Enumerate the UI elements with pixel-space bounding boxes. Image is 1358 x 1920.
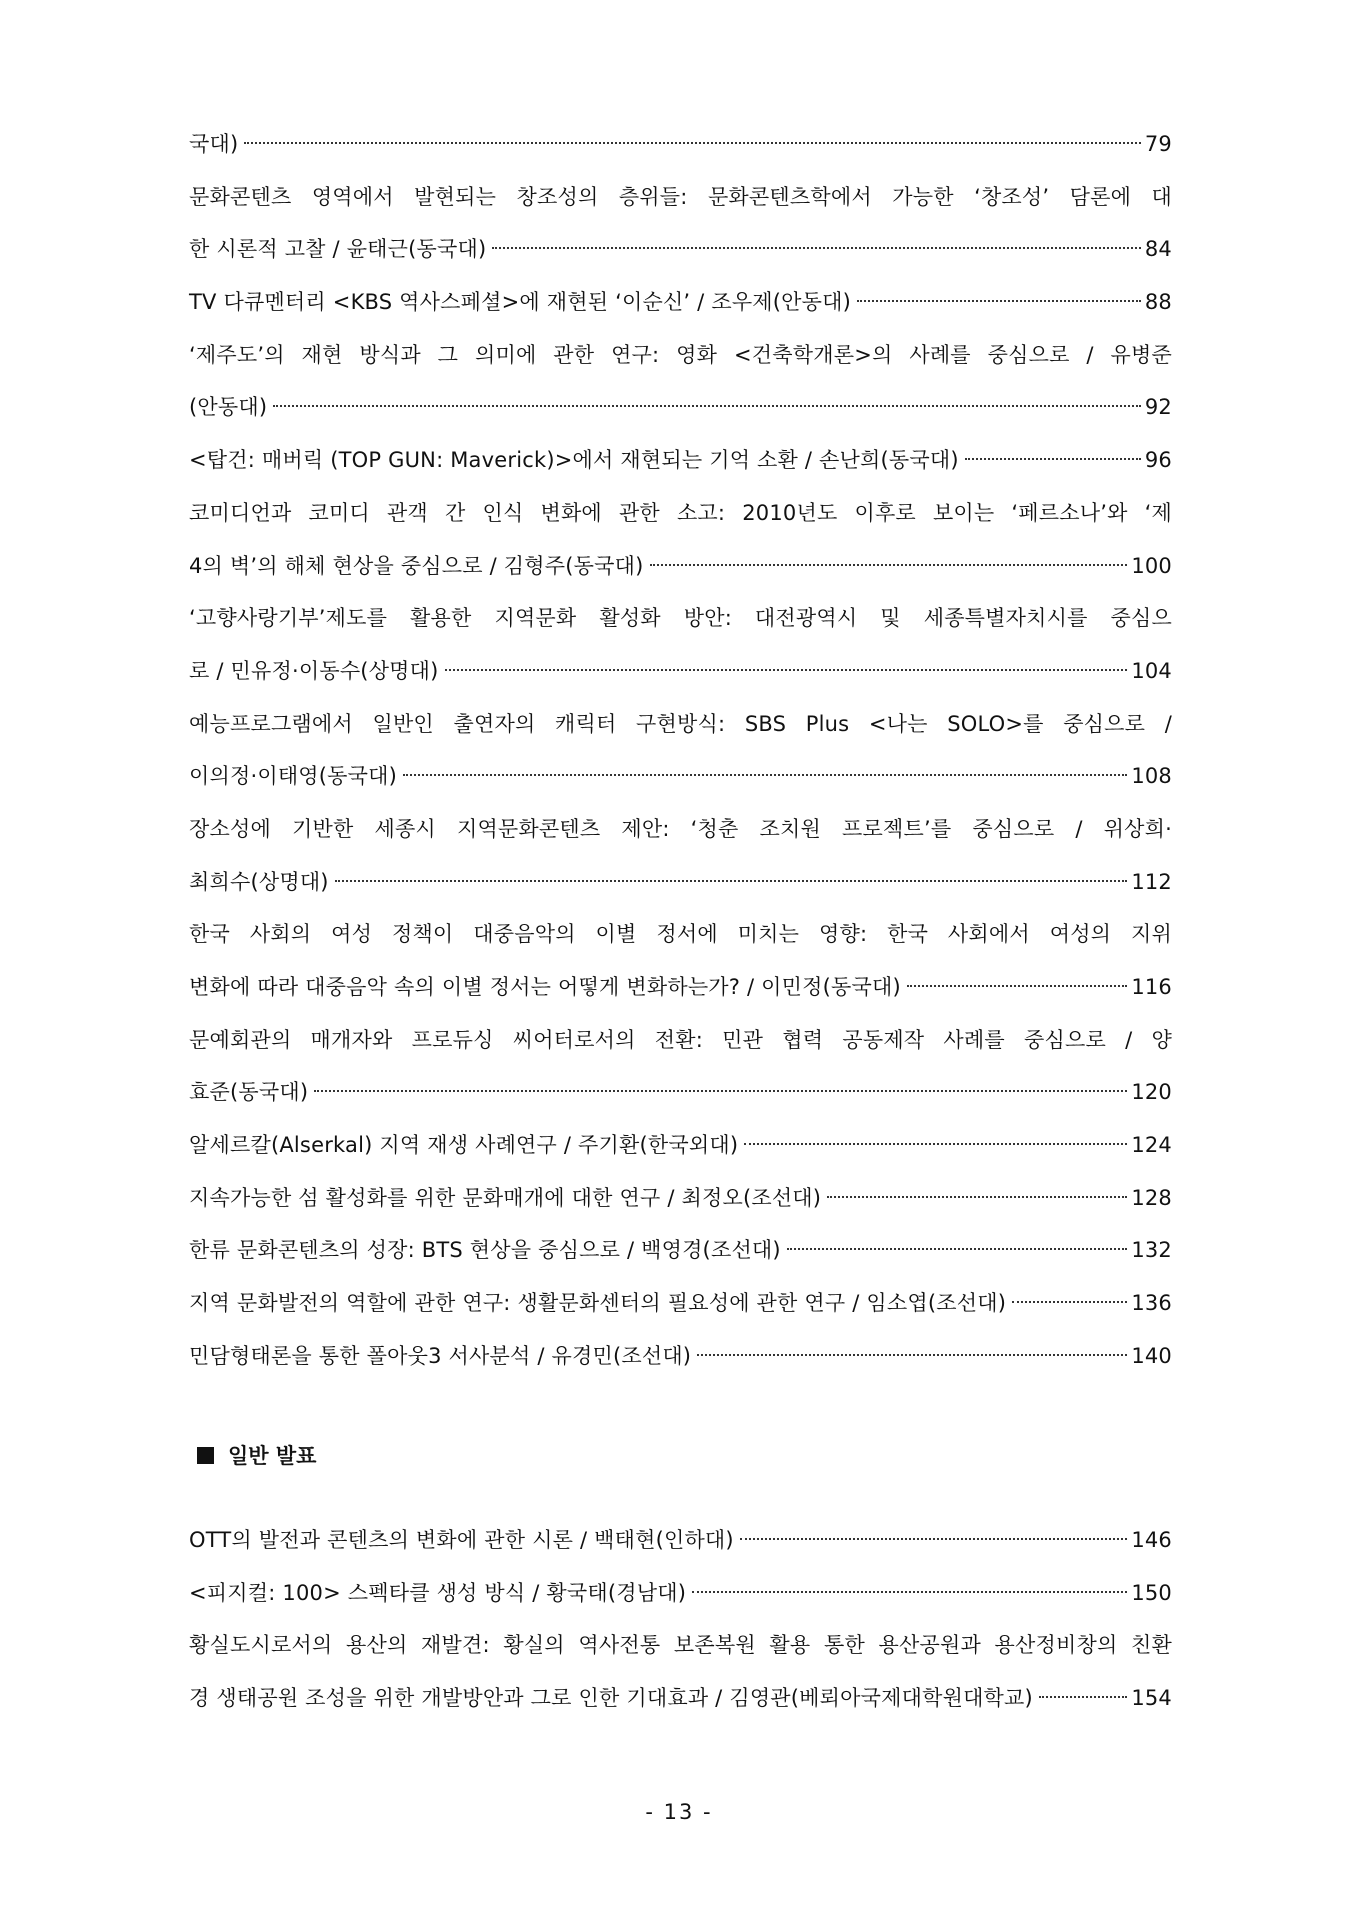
toc-entry-text: 로 / 민유정·이동수(상명대)	[189, 658, 439, 683]
dot-leader	[335, 879, 1128, 882]
toc-page-number: 112	[1131, 869, 1172, 894]
dot-leader	[907, 984, 1127, 987]
dot-leader	[650, 563, 1128, 566]
toc-entry-line	[189, 1567, 1172, 1620]
toc-entry-line	[189, 434, 1172, 487]
toc-page-number: 79	[1144, 132, 1172, 156]
toc-entry-line	[189, 908, 1172, 961]
toc-entry-text: 알세르칼(Alserkal) 지역 재생 사례연구 / 주기환(한국외대)	[189, 1133, 739, 1158]
toc-entry-text: 이의정·이태영(동국대)	[189, 764, 398, 789]
toc-entry-text: 지속가능한 섬 활성화를 위한 문화매개에 대한 연구 / 최정오(조선대)	[189, 1185, 822, 1210]
dot-leader	[1012, 1300, 1127, 1303]
toc-entry-line	[189, 645, 1172, 698]
toc-entry-text: 문화콘텐츠 영역에서 발현되는 창조성의 층위들: 문화콘텐츠학에서 가능한 ‘창조성’ 담론에 대	[189, 184, 1172, 209]
toc-entry-text: 한 시론적 고찰 / 윤태근(동국대)	[189, 237, 487, 262]
toc-entry-text: 한류 문화콘텐츠의 성장: BTS 현상을 중심으로 / 백영경(조선대)	[189, 1238, 781, 1263]
toc-entry-text: 경 생태공원 조성을 위한 개발방안과 그로 인한 기대효과 / 김영관(베뢰아국제대학원대학교)	[189, 1686, 1033, 1711]
page-number: - 13 -	[645, 1800, 713, 1824]
toc-entry-line	[189, 1672, 1172, 1725]
dot-leader	[857, 299, 1141, 302]
toc-entry-line	[189, 329, 1172, 382]
toc-page-number: 150	[1131, 1580, 1172, 1605]
toc-entry-line	[189, 803, 1172, 856]
toc-entry-text: 변화에 따라 대중음악 속의 이별 정서는 어떻게 변화하는가? / 이민정(동국대)	[189, 975, 901, 999]
toc-entry-line	[189, 118, 1172, 171]
toc-entry-line	[189, 1224, 1172, 1277]
section-title: 일반 발표	[228, 1444, 317, 1468]
toc-entry-line	[189, 1119, 1172, 1172]
toc-page-number: 154	[1131, 1686, 1172, 1711]
toc-entry-line	[189, 961, 1172, 1014]
dot-leader	[403, 773, 1127, 776]
dot-leader	[244, 141, 1141, 144]
toc-entry-line	[189, 1619, 1172, 1672]
dot-leader	[273, 404, 1141, 407]
dot-leader	[697, 1353, 1127, 1356]
toc-page-number: 100	[1131, 553, 1172, 578]
toc-entry-line	[189, 487, 1172, 540]
toc-page-number: 116	[1131, 975, 1172, 999]
toc-entry-line	[189, 540, 1172, 593]
toc-page-number: 104	[1131, 658, 1172, 683]
toc-entry-text: 예능프로그램에서 일반인 출연자의 캐릭터 구현방식: SBS Plus <나는 SOLO>를 중심으로 /	[189, 711, 1172, 736]
toc-entry-text: 문예회관의 매개자와 프로듀싱 씨어터로서의 전환: 민관 협력 공동제작 사례를 중심으로 / 양	[189, 1027, 1172, 1052]
toc-entry-text: <피지컬: 100> 스펙타클 생성 방식 / 황국태(경남대)	[189, 1580, 687, 1605]
dot-leader	[692, 1590, 1127, 1593]
dot-leader	[445, 668, 1128, 671]
dot-leader	[492, 246, 1140, 249]
toc-entry-line	[189, 171, 1172, 224]
toc-entry-line	[189, 1514, 1172, 1567]
toc-entry-text: 한국 사회의 여성 정책이 대중음악의 이별 정서에 미치는 영향: 한국 사회에서 여성의 지위	[189, 922, 1172, 947]
toc-page-number: 146	[1131, 1528, 1172, 1552]
dot-leader	[965, 457, 1141, 460]
toc-entry-line	[189, 223, 1172, 276]
section-heading	[197, 1440, 316, 1470]
table-of-contents	[189, 118, 1172, 1383]
toc-entry-line	[189, 1066, 1172, 1119]
toc-entry-text: TV 다큐멘터리 <KBS 역사스페셜>에 재현된 ‘이순신’ / 조우제(안동대)	[189, 290, 852, 315]
toc-entry-line	[189, 1014, 1172, 1067]
toc-page-number: 108	[1131, 764, 1172, 789]
dot-leader	[744, 1142, 1127, 1145]
toc-entry-line	[189, 1172, 1172, 1225]
toc-entry-text: OTT의 발전과 콘텐츠의 변화에 관한 시론 / 백태현(인하대)	[189, 1528, 734, 1552]
square-bullet-icon	[197, 1447, 214, 1464]
toc-page-number: 132	[1131, 1238, 1172, 1263]
toc-entry-text: 효준(동국대)	[189, 1080, 309, 1105]
dot-leader	[827, 1195, 1127, 1198]
toc-entry-line	[189, 750, 1172, 803]
dot-leader	[314, 1089, 1127, 1092]
toc-page-number: 92	[1144, 395, 1172, 420]
dot-leader	[787, 1247, 1128, 1250]
toc-entry-text: 장소성에 기반한 세종시 지역문화콘텐츠 제안: ‘청춘 조치원 프로젝트’를 중심으로 / 위상희·	[189, 816, 1172, 841]
toc-entry-text: <탑건: 매버릭 (TOP GUN: Maverick)>에서 재현되는 기억 소환 / 손난희(동국대)	[189, 448, 959, 473]
toc-entry-line	[189, 1277, 1172, 1330]
toc-page-number: 140	[1131, 1343, 1172, 1368]
toc-entry-text: 지역 문화발전의 역할에 관한 연구: 생활문화센터의 필요성에 관한 연구 / 임소엽(조선대)	[189, 1291, 1007, 1316]
toc-entry-text: 최희수(상명대)	[189, 869, 329, 894]
toc-page-number: 120	[1131, 1080, 1172, 1105]
toc-entry-line	[189, 276, 1172, 329]
toc-page-number: 128	[1131, 1185, 1172, 1210]
toc-entry-text: 국대)	[189, 132, 239, 156]
toc-entry-text: ‘제주도’의 재현 방식과 그 의미에 관한 연구: 영화 <건축학개론>의 사례를 중심으로 / 유병준	[189, 342, 1172, 367]
dot-leader	[1039, 1695, 1127, 1698]
toc-entry-line	[189, 856, 1172, 909]
dot-leader	[740, 1537, 1128, 1540]
table-of-contents-general	[189, 1514, 1172, 1725]
toc-entry-line	[189, 698, 1172, 751]
toc-entry-line	[189, 1330, 1172, 1383]
toc-entry-line	[189, 592, 1172, 645]
toc-page-number: 88	[1144, 290, 1172, 315]
toc-entry-text: 코미디언과 코미디 관객 간 인식 변화에 관한 소고: 2010년도 이후로 보이는 ‘페르소나’와 ‘제	[189, 500, 1172, 525]
toc-page-number: 124	[1131, 1133, 1172, 1158]
toc-page-number: 84	[1144, 237, 1172, 262]
toc-page-number: 96	[1144, 448, 1172, 473]
toc-entry-text: (안동대)	[189, 395, 268, 420]
toc-entry-text: 4의 벽’의 해체 현상을 중심으로 / 김형주(동국대)	[189, 553, 644, 578]
toc-entry-text: 민담형태론을 통한 폴아웃3 서사분석 / 유경민(조선대)	[189, 1343, 692, 1368]
toc-page-number: 136	[1131, 1291, 1172, 1316]
toc-entry-line	[189, 381, 1172, 434]
toc-entry-text: 황실도시로서의 용산의 재발견: 황실의 역사전통 보존복원 활용 통한 용산공원과 용산정비창의 친환	[189, 1633, 1172, 1658]
toc-entry-text: ‘고향사랑기부’제도를 활용한 지역문화 활성화 방안: 대전광역시 및 세종특별자치시를 중심으	[189, 606, 1172, 631]
